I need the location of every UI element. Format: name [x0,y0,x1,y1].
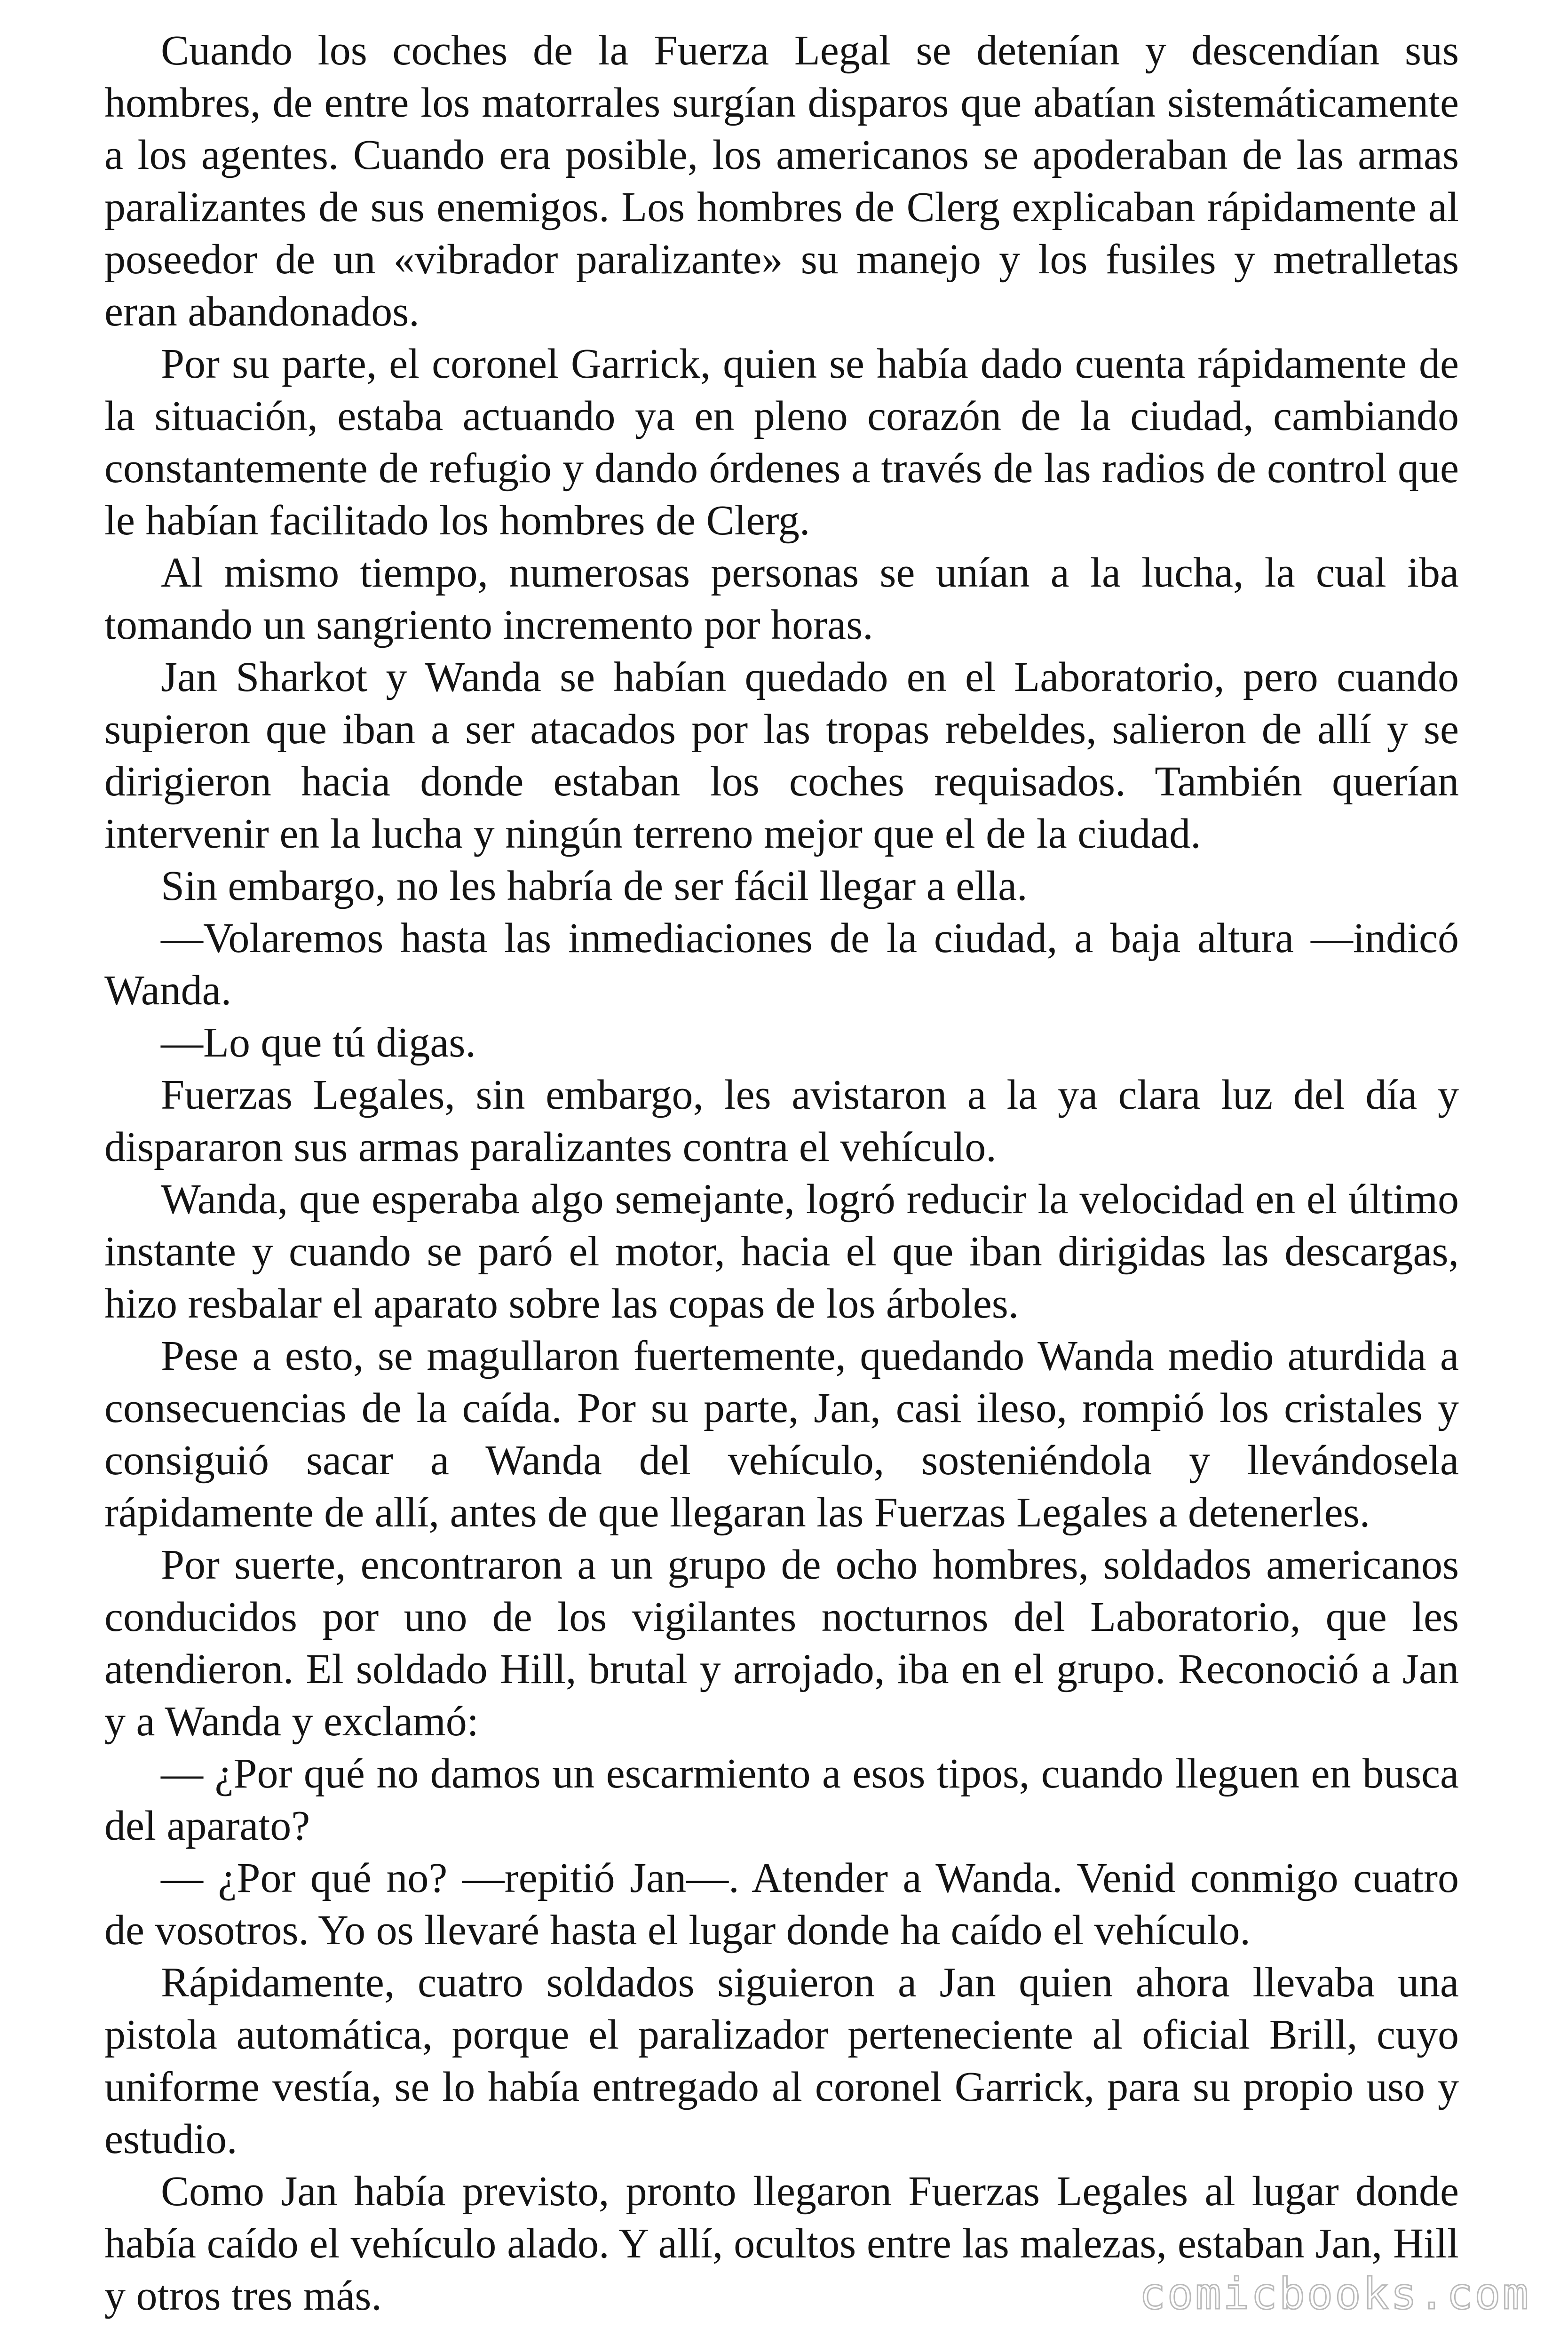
paragraph: — ¿Por qué no damos un escarmiento a esos tipos, cuando lleguen en busca del aparato? [104,1750,1459,1849]
paragraph: — ¿Por qué no? —repitió Jan—. Atender a Wanda. Venid conmigo cuatro de vosotros. Yo os llevaré hasta el lugar donde ha caído el vehículo. [104,1855,1459,1954]
paragraph: Fuerzas Legales, sin embargo, les avistaron a la ya clara luz del día y dispararon sus armas paralizantes contra el vehículo. [104,1072,1459,1170]
paragraph: Sin embargo, no les habría de ser fácil llegar a ella. [161,863,1028,909]
paragraph: —Volaremos hasta las inmediaciones de la ciudad, a baja altura —indicó Wanda. [104,915,1459,1014]
paragraph: Jan Sharkot y Wanda se habían quedado en el Laboratorio, pero cuando supieron que iban a ser atacados por las tropas rebeldes, salieron de allí y se dirigieron hacia donde estaban los coches requisados. También querían intervenir en la lucha y ningún terreno mejor que el de la ciudad. [104,654,1459,857]
paragraph: Cuando los coches de la Fuerza Legal se detenían y descendían sus hombres, de entre los matorrales surgían disparos que abatían sistemáticamente a los agentes. Cuando era posible, los americanos se apoderaban de las armas paralizantes de sus enemigos. Los hombres de Clerg explicaban rápidamente al poseedor de un «vibrador paralizante» su manejo y los fusiles y metralletas eran abandonados. [104,27,1459,335]
paragraph: Al mismo tiempo, numerosas personas se unían a la lucha, la cual iba tomando un sangriento incremento por horas. [104,549,1459,648]
paragraph: Como Jan había previsto, pronto llegaron Fuerzas Legales al lugar donde había caído el vehículo alado. Y allí, ocultos entre las malezas, estaban Jan, Hill y otros tres más. [104,2168,1459,2319]
paragraph: Por su parte, el coronel Garrick, quien se había dado cuenta rápidamente de la situación, estaba actuando ya en pleno corazón de la ciudad, cambiando constantemente de refugio y dando órdenes a través de las radios de control que le habían facilitado los hombres de Clerg. [104,341,1459,544]
page-body [104,24,1459,2322]
paragraph: Por suerte, encontraron a un grupo de ocho hombres, soldados americanos conducidos por uno de los vigilantes nocturnos del Laboratorio, que les atendieron. El soldado Hill, brutal y arrojado, iba en el grupo. Reconoció a Jan y a Wanda y exclamó: [104,1542,1459,1745]
paragraph: —Lo que tú digas. [161,1019,476,1066]
paragraph: Pese a esto, se magullaron fuertemente, quedando Wanda medio aturdida a consecuencias de la caída. Por su parte, Jan, casi ileso, rompió los cristales y consiguió sacar a Wanda del vehículo, sosteniéndola y llevándosela rápidamente de allí, antes de que llegaran las Fuerzas Legales a detenerles. [104,1333,1459,1536]
paragraph: Wanda, que esperaba algo semejante, logró reducir la velocidad en el último instante y cuando se paró el motor, hacia el que iban dirigidas las descargas, hizo resbalar el aparato sobre las copas de los árboles. [104,1176,1459,1327]
paragraph: Rápidamente, cuatro soldados siguieron a Jan quien ahora llevaba una pistola automática, porque el paralizador perteneciente al oficial Brill, cuyo uniforme vestía, se lo había entregado al coronel Garrick, para su propio uso y estudio. [104,1959,1459,2162]
watermark: comicbooks.com [1139,2269,1530,2319]
